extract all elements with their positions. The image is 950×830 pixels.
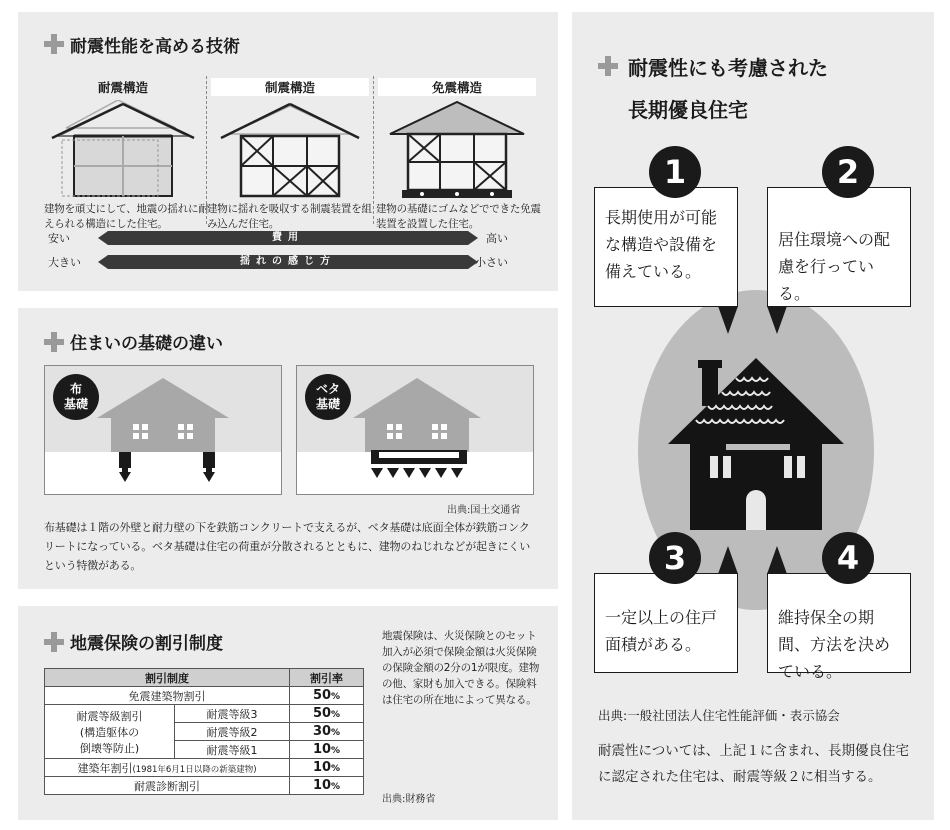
row-name: 耐震診断割引 (45, 777, 290, 795)
requirement-box (767, 187, 911, 307)
row-group-name (45, 705, 175, 759)
row-rate: 30% (290, 723, 364, 741)
group-label: 耐震等級割引 (76, 709, 143, 723)
requirement-number: 4 (822, 532, 874, 584)
row-name: 耐震等級1 (175, 741, 290, 759)
source-credit: 出典:財務省 (382, 794, 436, 805)
badge-label: 布 基礎 (63, 382, 88, 411)
row-name: 建築年割引(1981年6月1日以降の新築建物) (45, 759, 290, 777)
plus-icon (598, 56, 618, 76)
row-name: 免震建築物割引 (45, 687, 290, 705)
row-rate: 50% (290, 705, 364, 723)
header-rate: 割引率 (290, 669, 364, 687)
row-name: 耐震等級3 (175, 705, 290, 723)
earthquake-resistant-house-illustration (48, 100, 198, 200)
requirement-text: 居住環境への配慮を行っている。 (778, 230, 891, 303)
panel-title-line1: 耐震性にも考慮された (628, 56, 828, 80)
foundation-badge (53, 374, 99, 420)
pointer-arrow (718, 546, 738, 574)
requirement-text: 維持保全の期間、方法を決めている。 (778, 608, 891, 681)
panel-title: 住まいの基礎の違い (70, 334, 223, 354)
table-header (45, 669, 364, 687)
table-row (45, 759, 364, 777)
tech-heading: 制震構造 (211, 78, 369, 96)
group-sublabel: (構造躯体の 倒壊等防止) (79, 725, 140, 755)
plus-icon (44, 332, 64, 352)
pointer-arrow (767, 306, 787, 334)
insurance-note: 地震保険は、火災保険とのセット加入が必須で保険金額は火災保険の保険金額の2分の1が限度。建物の他、家財も加入できる。保険料は住宅の所在地によって異なる。 (382, 630, 540, 706)
requirement-text: 一定以上の住戸面積がある。 (605, 608, 718, 654)
panel-title-line2: 長期優良住宅 (628, 98, 748, 122)
plus-icon (44, 632, 64, 652)
requirement-number: 2 (822, 146, 874, 198)
shaking-scale (48, 253, 508, 271)
source-credit: 出典:一般社団法人住宅性能評価・表示協会 (598, 708, 840, 723)
shaking-arrow (98, 255, 478, 269)
badge-label: ベタ 基礎 (315, 382, 340, 411)
tech-description: 建物を頑丈にして、地震の揺れに耐えられる構造にした住宅。 (44, 203, 209, 230)
row-rate: 10% (290, 741, 364, 759)
scale-center-label: 費用 (272, 232, 304, 243)
row-rate: 50% (290, 687, 364, 705)
requirement-box (767, 573, 911, 681)
base-isolation-house-illustration (382, 100, 532, 200)
plus-icon (44, 34, 64, 54)
cost-scale (48, 229, 508, 247)
scale-left-label: 大きい (48, 256, 81, 269)
tech-heading: 耐震構造 (97, 80, 148, 95)
row-rate: 10% (290, 777, 364, 795)
pointer-arrow (767, 546, 787, 574)
scale-right-label: 高い (486, 232, 508, 245)
vibration-control-house-illustration (215, 100, 365, 200)
mat-foundation-diagram (296, 365, 534, 495)
footnote: 耐震性については、上記１に含まれ、長期優良住宅に認定された住宅は、耐震等級２に相当する。 (598, 743, 910, 785)
panel-title: 耐震性能を高める技術 (70, 37, 240, 57)
scale-center-label: 揺れの感じ方 (240, 256, 336, 267)
panel-title: 地震保険の割引制度 (70, 634, 223, 654)
tech-description: 建物の基礎にゴムなどでできた免震装置を設置した住宅。 (376, 203, 541, 230)
requirement-text: 長期使用が可能な構造や設備を備えている。 (605, 208, 718, 281)
table-row (45, 777, 364, 795)
header-system: 割引制度 (45, 669, 290, 687)
strip-foundation-diagram (44, 365, 282, 495)
foundation-description: 布基礎は１階の外壁と耐力壁の下を鉄筋コンクリートで支えるが、ベタ基礎は底面全体が鉄筋コンクリートになっている。ベタ基礎は住宅の荷重が分散されるとともに、建物のねじれなどが起きにくいという特徴がある。 (44, 521, 530, 572)
tech-heading: 免震構造 (378, 78, 536, 96)
scale-left-label: 安い (48, 232, 70, 245)
requirement-box (594, 573, 738, 673)
requirement-number: 1 (649, 146, 701, 198)
discount-table (44, 668, 364, 795)
tech-description: 建物に揺れを吸収する制震装置を組み込んだ住宅。 (207, 203, 372, 230)
scale-right-label: 小さい (475, 256, 508, 269)
requirement-box (594, 187, 738, 307)
row-rate: 10% (290, 759, 364, 777)
source-credit: 出典:国土交通省 (447, 505, 521, 516)
requirement-number: 3 (649, 532, 701, 584)
table-row (45, 705, 364, 723)
table-row (45, 687, 364, 705)
foundation-badge (305, 374, 351, 420)
column-divider (373, 76, 374, 224)
pointer-arrow (718, 306, 738, 334)
seismic-tech-panel (18, 12, 558, 291)
row-name: 耐震等級2 (175, 723, 290, 741)
cost-arrow (98, 231, 478, 245)
